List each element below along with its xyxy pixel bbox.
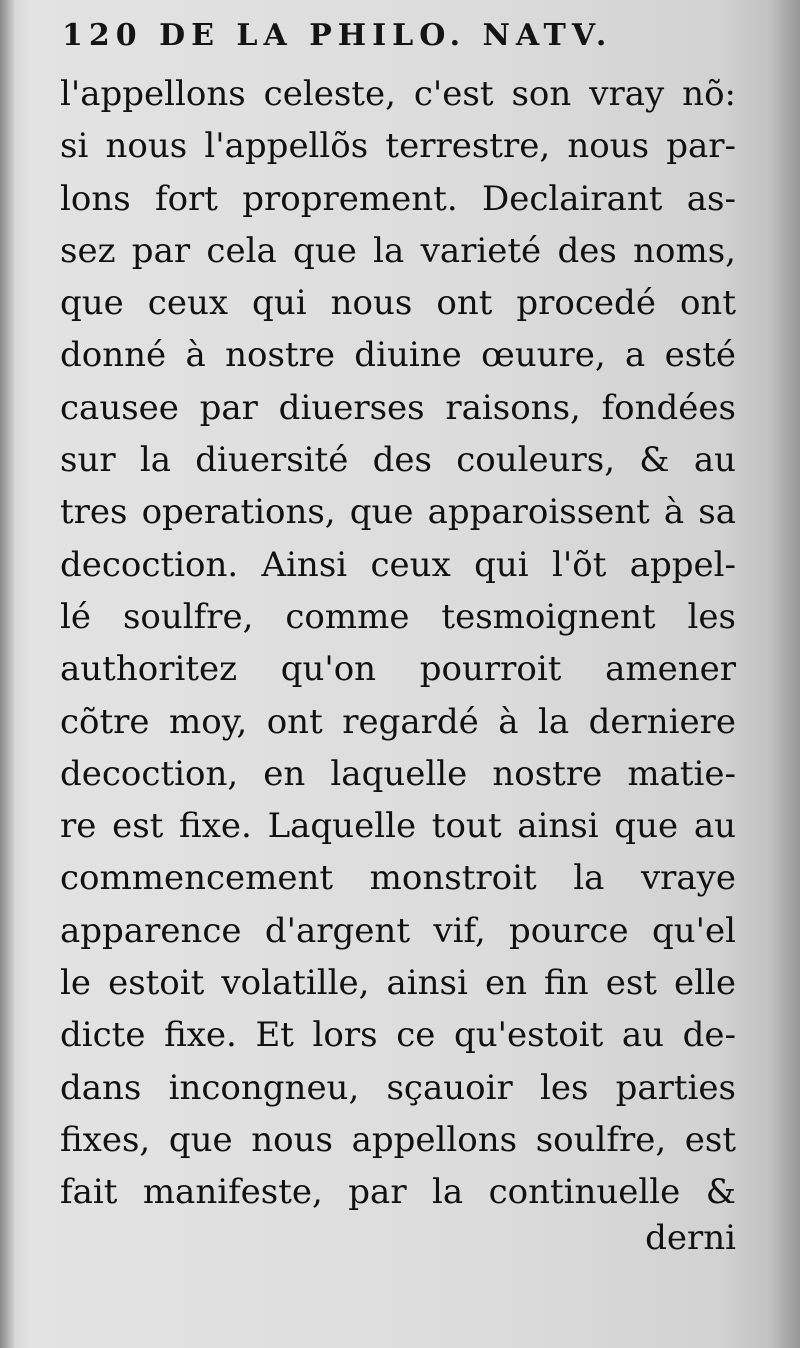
text-line: sez par cela que la varieté des noms, — [60, 230, 736, 271]
body-text — [60, 68, 736, 1219]
page-edge-shadow — [770, 0, 800, 1348]
text-line: tres operations, que apparoissent à sa — [60, 492, 736, 533]
text-line: donné à nostre diuine œuure, a esté — [60, 335, 736, 376]
text-line: cõtre moy, ont regardé à la derniere — [60, 701, 736, 742]
text-line: dans incongneu, sçauoir les parties — [60, 1067, 736, 1108]
text-line: apparence d'argent vif, pource qu'el — [60, 910, 736, 951]
text-line: authoritez qu'on pourroit amener — [60, 649, 736, 690]
text-line: fixes, que nous appellons soulfre, est — [60, 1119, 736, 1160]
text-line: l'appellons celeste, c'est son vray nõ: — [60, 74, 736, 114]
text-line: le estoit volatille, ainsi en fin est elle — [60, 963, 736, 1004]
text-line: commencement monstroit la vraye — [60, 858, 736, 899]
text-line: lé soulfre, comme tesmoignent les — [60, 596, 736, 637]
text-line: si nous l'appellõs terrestre, nous par- — [60, 126, 736, 167]
text-line: que ceux qui nous ont procedé ont — [60, 283, 736, 324]
text-line: sur la diuersité des couleurs, & au — [60, 440, 736, 481]
text-line: fait manifeste, par la continuelle & — [60, 1172, 736, 1213]
catchword: derni — [645, 1218, 736, 1258]
text-line: re est fixe. Laquelle tout ainsi que au — [60, 806, 736, 847]
text-line: dicte fixe. Et lors ce qu'estoit au de- — [60, 1015, 736, 1056]
page-gutter — [0, 0, 14, 1348]
running-head: 120 DE LA PHILO. NATV. — [62, 18, 613, 53]
text-line: lons fort proprement. Declairant as- — [60, 178, 736, 219]
text-line: causee par diuerses raisons, fondées — [60, 387, 736, 428]
text-line: decoction, en laquelle nostre matie- — [60, 753, 736, 794]
text-line: decoction. Ainsi ceux qui l'õt appel- — [60, 544, 736, 585]
